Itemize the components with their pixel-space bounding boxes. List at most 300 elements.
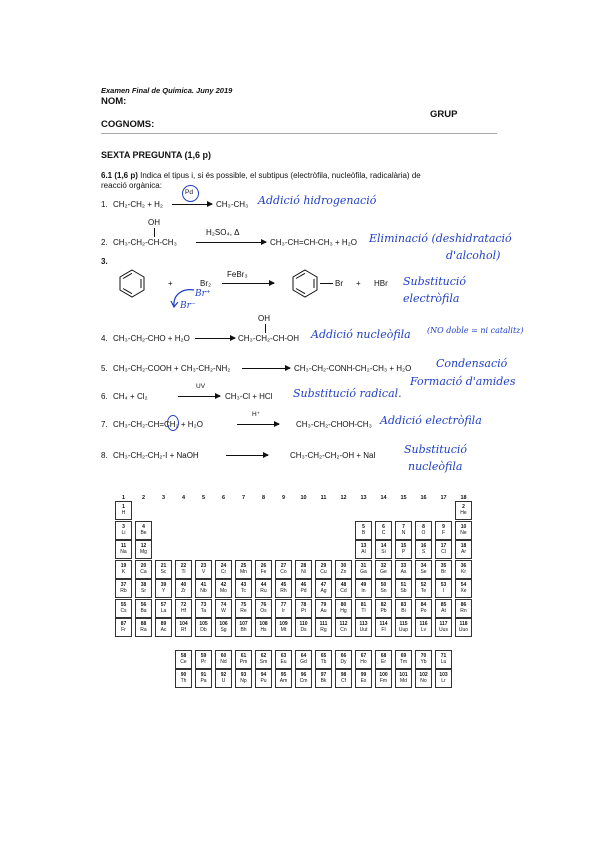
atomic-number: 30 <box>340 562 347 569</box>
element-symbol: O <box>421 529 426 536</box>
atomic-number: 55 <box>120 601 127 608</box>
element-cell-lu <box>435 650 452 669</box>
atomic-number: 51 <box>400 582 407 588</box>
element-symbol: Ge <box>380 568 387 575</box>
atomic-number: 3 <box>122 523 125 530</box>
atomic-number: 39 <box>160 582 167 588</box>
reaction-7-products: CH₃-CH₂-CHOH-CH₃ <box>296 420 372 429</box>
group-number: 13 <box>360 495 367 501</box>
element-symbol: H <box>121 510 126 516</box>
group-number: 6 <box>221 495 226 501</box>
atomic-number: 99 <box>360 672 367 678</box>
element-cell-he <box>455 501 472 520</box>
reaction-2-reactants: CH₃-CH₂-CH-CH₃ <box>113 238 177 247</box>
group-number: 2 <box>141 495 146 501</box>
atomic-number: 71 <box>440 652 447 659</box>
element-cell-kr <box>455 560 472 579</box>
atomic-number: 46 <box>300 582 307 588</box>
atomic-number: 87 <box>120 621 127 627</box>
element-symbol: Hg <box>340 607 347 614</box>
element-cell-n <box>395 521 412 540</box>
element-cell-pm <box>235 650 252 669</box>
element-cell-te <box>415 579 432 598</box>
element-cell-li <box>115 521 132 540</box>
element-cell-cf <box>335 669 352 688</box>
reaction-1-products: CH₃-CH₃ <box>216 200 249 209</box>
atomic-number: 57 <box>160 601 167 608</box>
element-symbol: Uuo <box>458 627 469 633</box>
atomic-number: 21 <box>160 562 167 569</box>
element-symbol: Cm <box>299 678 308 684</box>
reaction-5-number: 5. <box>101 364 108 373</box>
question-number: 6.1 (1,6 p) <box>101 171 138 180</box>
reaction-7-arrow <box>237 424 279 425</box>
reaction-2-answer-2: d'alcohol) <box>446 249 501 262</box>
atomic-number: 4 <box>142 523 145 530</box>
atomic-number: 41 <box>200 582 207 588</box>
atomic-number: 66 <box>340 652 347 659</box>
element-symbol: Mn <box>240 568 247 575</box>
element-cell-cm <box>295 669 312 688</box>
group-number: 11 <box>320 495 327 501</box>
element-cell-lv <box>415 618 432 637</box>
element-symbol: Ne <box>460 529 467 536</box>
element-symbol: No <box>420 678 427 684</box>
atomic-number: 19 <box>120 562 127 569</box>
element-cell-i <box>435 579 452 598</box>
element-symbol: Hf <box>181 607 186 614</box>
element-symbol: Fr <box>121 627 126 633</box>
element-cell-sg <box>215 618 232 637</box>
element-cell-sn <box>375 579 392 598</box>
atomic-number: 15 <box>400 543 407 549</box>
atomic-number: 94 <box>260 672 267 678</box>
atomic-number: 62 <box>260 652 267 659</box>
element-symbol: Os <box>260 607 267 614</box>
element-cell-uup <box>395 618 412 637</box>
element-cell-cn <box>335 618 352 637</box>
element-symbol: Tm <box>399 658 408 665</box>
element-symbol: Be <box>140 529 147 536</box>
element-symbol: Cd <box>340 588 347 594</box>
element-symbol: Ar <box>461 549 466 555</box>
element-symbol: Ag <box>320 588 327 594</box>
element-symbol: Sg <box>220 627 227 633</box>
element-symbol: Nd <box>220 658 227 665</box>
atomic-number: 2 <box>462 504 465 510</box>
atomic-number: 34 <box>420 562 427 569</box>
atomic-number: 47 <box>320 582 327 588</box>
element-symbol: I <box>442 588 445 594</box>
atomic-number: 63 <box>280 652 287 659</box>
element-symbol: Pm <box>239 658 248 665</box>
atomic-number: 82 <box>380 601 387 608</box>
element-symbol: Ni <box>301 568 306 575</box>
element-cell-at <box>435 599 452 618</box>
element-cell-au <box>315 599 332 618</box>
element-cell-rf <box>175 618 192 637</box>
reaction-4-bond <box>265 324 266 333</box>
element-cell-xe <box>455 579 472 598</box>
atomic-number: 105 <box>199 621 208 627</box>
atomic-number: 118 <box>459 621 468 627</box>
reaction-7-answer: Addició electròfila <box>380 414 482 427</box>
element-symbol: Sb <box>400 588 407 594</box>
element-cell-np <box>235 669 252 688</box>
reaction-1-answer: Addició hidrogenació <box>258 194 377 207</box>
atomic-number: 95 <box>280 672 287 678</box>
group-number: 15 <box>400 495 407 501</box>
element-symbol: U <box>221 678 226 684</box>
atomic-number: 76 <box>260 601 267 608</box>
atomic-number: 89 <box>160 621 167 627</box>
element-cell-ru <box>255 579 272 598</box>
element-cell-nb <box>195 579 212 598</box>
atomic-number: 74 <box>220 601 227 608</box>
reaction-1-catalyst: Pd <box>185 189 193 196</box>
element-symbol: Po <box>420 607 427 614</box>
element-symbol: Y <box>161 588 166 594</box>
element-cell-bh <box>235 618 252 637</box>
element-symbol: Bk <box>320 678 327 684</box>
element-symbol: Mt <box>280 627 287 633</box>
reaction-2-arrow <box>196 242 266 243</box>
element-cell-sb <box>395 579 412 598</box>
element-cell-db <box>195 618 212 637</box>
atomic-number: 42 <box>220 582 227 588</box>
element-symbol: Al <box>361 549 366 555</box>
reaction-1-reactants: CH₂-CH₂ + H₂ <box>113 200 163 209</box>
atomic-number: 112 <box>339 621 348 627</box>
reaction-6-products: CH₃-Cl + HCl <box>225 392 273 401</box>
element-symbol: Cs <box>120 607 127 614</box>
element-symbol: Uup <box>398 627 409 633</box>
atomic-number: 75 <box>240 601 247 608</box>
atomic-number: 6 <box>382 523 385 530</box>
element-cell-h <box>115 501 132 520</box>
atomic-number: 104 <box>179 621 188 627</box>
element-cell-ne <box>455 521 472 540</box>
element-symbol: Fl <box>381 627 386 633</box>
element-symbol: V <box>201 568 206 575</box>
element-symbol: Cn <box>340 627 347 633</box>
reaction-6-number: 6. <box>101 392 108 401</box>
element-cell-cd <box>335 579 352 598</box>
element-symbol: Pd <box>300 588 307 594</box>
element-symbol: Ra <box>140 627 147 633</box>
atomic-number: 70 <box>420 652 427 659</box>
element-symbol: Am <box>279 678 288 684</box>
reaction-6-answer: Substitució radical. <box>293 387 402 400</box>
reaction-5-reactants: CH₃-CH₂-COOH + CH₃-CH₂-NH₂ <box>113 364 231 373</box>
reaction-2-bond <box>154 228 155 237</box>
element-cell-c <box>375 521 392 540</box>
element-cell-md <box>395 669 412 688</box>
group-number: 7 <box>241 495 246 501</box>
header-divider <box>101 133 497 134</box>
element-cell-s <box>415 540 432 559</box>
atomic-number: 84 <box>420 601 427 608</box>
reaction-5-answer-2: Formació d'amides <box>410 375 516 388</box>
element-cell-as <box>395 560 412 579</box>
reaction-3-arrow <box>222 283 274 284</box>
element-cell-hs <box>255 618 272 637</box>
reaction-5-arrow <box>242 368 290 369</box>
atomic-number: 44 <box>260 582 267 588</box>
atomic-number: 101 <box>399 672 408 678</box>
element-symbol: C <box>381 529 386 536</box>
atomic-number: 27 <box>280 562 287 569</box>
atomic-number: 24 <box>220 562 227 569</box>
element-symbol: Ac <box>160 627 167 633</box>
element-cell-er <box>375 650 392 669</box>
element-symbol: Cl <box>441 549 446 555</box>
atomic-number: 73 <box>200 601 207 608</box>
benzene-ring-reactant <box>117 268 147 298</box>
element-symbol: Np <box>240 678 247 684</box>
element-cell-lr <box>435 669 452 688</box>
atomic-number: 38 <box>140 582 147 588</box>
reaction-3-bromine: Br₂ <box>200 279 212 288</box>
element-symbol: Ru <box>260 588 267 594</box>
group-number: 5 <box>201 495 206 501</box>
atomic-number: 52 <box>420 582 427 588</box>
reaction-2-number: 2. <box>101 238 108 247</box>
atomic-number: 83 <box>400 601 407 608</box>
atomic-number: 45 <box>280 582 287 588</box>
atomic-number: 26 <box>260 562 267 569</box>
element-cell-sc <box>155 560 172 579</box>
element-symbol: K <box>121 568 126 575</box>
element-symbol: Ds <box>300 627 307 633</box>
group-number: 12 <box>340 495 347 501</box>
reaction-4-answer: Addició nucleòfila <box>311 328 411 341</box>
atomic-number: 11 <box>120 543 127 549</box>
reaction-3-number: 3. <box>101 257 108 266</box>
atomic-number: 61 <box>240 652 247 659</box>
element-symbol: Li <box>121 529 126 536</box>
atomic-number: 67 <box>360 652 367 659</box>
element-cell-no <box>415 669 432 688</box>
element-cell-tb <box>315 650 332 669</box>
element-cell-yb <box>415 650 432 669</box>
element-cell-bk <box>315 669 332 688</box>
element-cell-br <box>435 560 452 579</box>
element-cell-uus <box>435 618 452 637</box>
element-cell-cl <box>435 540 452 559</box>
element-cell-y <box>155 579 172 598</box>
element-cell-p <box>395 540 412 559</box>
element-cell-ds <box>295 618 312 637</box>
element-symbol: Sc <box>160 568 167 575</box>
atomic-number: 113 <box>359 621 368 627</box>
atomic-number: 1 <box>122 504 125 510</box>
reaction-3-catalyst: FeBr₃ <box>227 270 248 279</box>
reaction-4-arrow <box>195 338 235 339</box>
atomic-number: 109 <box>279 621 288 627</box>
reaction-4-note: (NO doble = ni catalitz) <box>427 326 524 335</box>
atomic-number: 93 <box>240 672 247 678</box>
reaction-7-catalyst: H⁺ <box>252 411 261 418</box>
reaction-3-hbr: HBr <box>374 279 388 288</box>
element-symbol: Cf <box>341 678 346 684</box>
atomic-number: 56 <box>140 601 147 608</box>
element-cell-mn <box>235 560 252 579</box>
element-symbol: B <box>361 529 366 536</box>
element-symbol: Rf <box>181 627 186 633</box>
element-symbol: Uus <box>439 627 448 633</box>
element-cell-si <box>375 540 392 559</box>
element-cell-fr <box>115 618 132 637</box>
atomic-number: 97 <box>320 672 327 678</box>
atomic-number: 23 <box>200 562 207 569</box>
element-symbol: Tc <box>241 588 246 594</box>
atomic-number: 111 <box>319 621 328 627</box>
element-symbol: Rh <box>280 588 287 594</box>
element-symbol: Sm <box>259 658 268 665</box>
element-symbol: Co <box>280 568 287 575</box>
element-cell-pa <box>195 669 212 688</box>
atomic-number: 98 <box>340 672 347 678</box>
element-symbol: Br <box>441 568 446 575</box>
element-symbol: Uut <box>359 627 368 633</box>
element-symbol: P <box>401 549 406 555</box>
atomic-number: 68 <box>380 652 387 659</box>
element-symbol: Tl <box>361 607 366 614</box>
atomic-number: 91 <box>200 672 207 678</box>
element-symbol: Sr <box>141 588 146 594</box>
atomic-number: 65 <box>320 652 327 659</box>
atomic-number: 86 <box>460 601 467 608</box>
element-symbol: Pt <box>301 607 306 614</box>
element-cell-ir <box>275 599 292 618</box>
element-cell-hf <box>175 599 192 618</box>
atomic-number: 13 <box>360 543 367 549</box>
atomic-number: 49 <box>360 582 367 588</box>
atomic-number: 72 <box>180 601 187 608</box>
reaction-1-arrow <box>172 204 212 205</box>
element-symbol: Es <box>360 678 367 684</box>
element-symbol: Pr <box>201 658 206 665</box>
element-symbol: Xe <box>460 588 467 594</box>
element-cell-fl <box>375 618 392 637</box>
reaction-3-bond <box>320 283 333 284</box>
atomic-number: 78 <box>300 601 307 608</box>
atomic-number: 17 <box>440 543 447 549</box>
element-symbol: Pb <box>380 607 387 614</box>
atomic-number: 28 <box>300 562 307 569</box>
reaction-8-products: CH₃-CH₂-CH₂-OH + NaI <box>290 451 376 460</box>
group-number: 17 <box>440 495 447 501</box>
element-cell-be <box>135 521 152 540</box>
element-cell-dy <box>335 650 352 669</box>
element-cell-sr <box>135 579 152 598</box>
element-symbol: Cr <box>220 568 227 575</box>
element-symbol: Eu <box>280 658 287 665</box>
atomic-number: 79 <box>320 601 327 608</box>
reaction-6-reactants: CH₄ + Cl₂ <box>113 392 148 401</box>
element-cell-th <box>175 669 192 688</box>
atomic-number: 20 <box>140 562 147 569</box>
atomic-number: 81 <box>360 601 367 608</box>
element-symbol: Fm <box>379 678 388 684</box>
element-symbol: Na <box>120 549 127 555</box>
element-cell-uut <box>355 618 372 637</box>
reaction-4-oh: OH <box>258 314 270 323</box>
element-cell-fm <box>375 669 392 688</box>
reaction-3-note-2: Br⁻ <box>180 301 196 311</box>
element-symbol: Zn <box>340 568 347 575</box>
atomic-number: 100 <box>379 672 388 678</box>
atomic-number: 32 <box>380 562 387 569</box>
element-symbol: Md <box>400 678 407 684</box>
atomic-number: 107 <box>239 621 248 627</box>
element-cell-co <box>275 560 292 579</box>
atomic-number: 117 <box>439 621 448 627</box>
group-number: 3 <box>161 495 166 501</box>
question-prompt-line1: Indica el tipus i, si és possible, el subtipus (electròfila, nucleòfila, radicalària) de <box>137 171 421 180</box>
reaction-1-number: 1. <box>101 200 108 209</box>
element-cell-nd <box>215 650 232 669</box>
element-symbol: Ti <box>181 568 186 575</box>
atomic-number: 10 <box>460 523 467 530</box>
atomic-number: 102 <box>419 672 428 678</box>
atomic-number: 88 <box>140 621 147 627</box>
reaction-3-br: Br <box>335 279 343 288</box>
reaction-3-plus-2: + <box>356 279 361 288</box>
element-symbol: Pu <box>260 678 267 684</box>
element-cell-zn <box>335 560 352 579</box>
reaction-3-answer-2: electròfila <box>403 292 460 305</box>
atomic-number: 40 <box>180 582 187 588</box>
element-cell-ge <box>375 560 392 579</box>
element-cell-re <box>235 599 252 618</box>
element-cell-po <box>415 599 432 618</box>
group-number: 9 <box>281 495 286 501</box>
element-symbol: Lu <box>440 658 447 665</box>
atomic-number: 108 <box>259 621 268 627</box>
element-symbol: Hs <box>260 627 267 633</box>
element-cell-bi <box>395 599 412 618</box>
element-symbol: Rg <box>320 627 327 633</box>
element-symbol: Pa <box>200 678 207 684</box>
element-cell-ra <box>135 618 152 637</box>
element-cell-tm <box>395 650 412 669</box>
element-cell-na <box>115 540 132 559</box>
element-cell-rb <box>115 579 132 598</box>
element-symbol: Mg <box>140 549 147 555</box>
element-cell-se <box>415 560 432 579</box>
element-symbol: N <box>401 529 406 536</box>
reaction-6-arrow <box>178 396 220 397</box>
reaction-5-answer-1: Condensació <box>436 357 508 370</box>
atomic-number: 8 <box>422 523 425 530</box>
element-symbol: Se <box>420 568 427 575</box>
element-cell-ho <box>355 650 372 669</box>
element-cell-u <box>215 669 232 688</box>
element-symbol: Ce <box>180 658 187 665</box>
element-symbol: Cu <box>320 568 327 575</box>
element-cell-mg <box>135 540 152 559</box>
element-cell-ga <box>355 560 372 579</box>
element-symbol: Th <box>180 678 187 684</box>
atomic-number: 43 <box>240 582 247 588</box>
element-cell-ag <box>315 579 332 598</box>
double-bond-circle <box>167 415 179 431</box>
element-symbol: Kr <box>461 568 466 575</box>
atomic-number: 14 <box>380 543 387 549</box>
element-cell-es <box>355 669 372 688</box>
